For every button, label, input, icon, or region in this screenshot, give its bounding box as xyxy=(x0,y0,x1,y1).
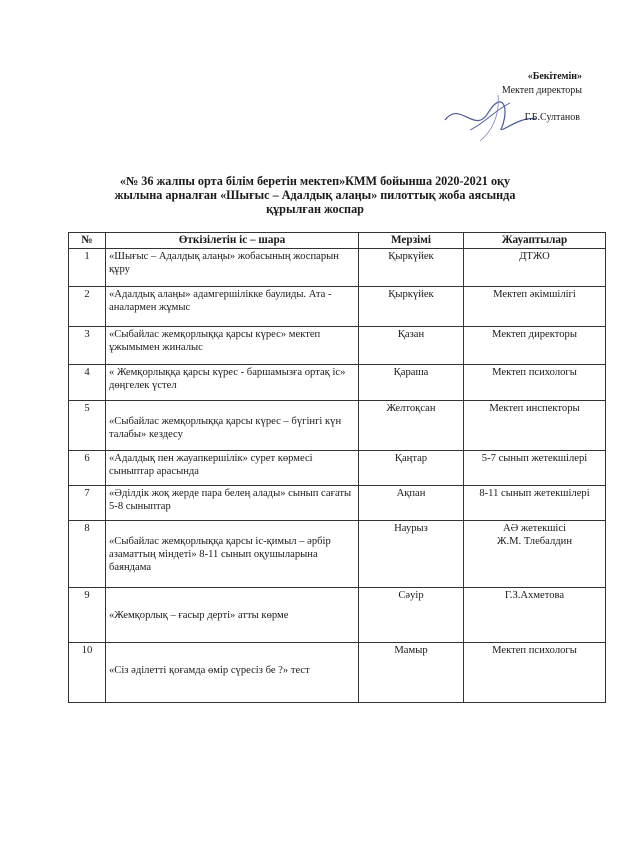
table-row xyxy=(69,486,606,521)
row-event xyxy=(106,327,359,365)
table-header-row xyxy=(69,233,606,249)
row-responsible xyxy=(464,451,606,486)
row-event xyxy=(106,451,359,486)
row-date xyxy=(359,643,464,703)
row-date-text: Қыркүйек xyxy=(388,289,434,300)
row-event-text: «Сыбайлас жемқорлыққа қарсы күрес – бүгінгі күн талабы» кездесу xyxy=(109,416,342,440)
row-date-text: Мамыр xyxy=(394,645,428,656)
row-responsible-text: ДТЖО xyxy=(519,251,550,262)
table-row xyxy=(69,401,606,451)
document-title: «№ 36 жалпы орта білім беретін мектеп»КММ бойынша 2020-2021 оқу жылына арналған «Шығыс – Адалдық алаңы» пилоттық жоба аясында құрылған жоспар xyxy=(114,174,516,216)
row-event-text: «Адалдық алаңы» адамгершілікке баулиды. Ата - аналармен жұмыс xyxy=(109,289,332,313)
row-responsible-text: Мектеп директоры xyxy=(492,329,577,340)
row-responsible xyxy=(464,643,606,703)
row-responsible-text: АӘ жетекшісі Ж.М. Тлебалдин xyxy=(497,523,572,547)
table-row xyxy=(69,249,606,287)
row-date-text: Ақпан xyxy=(396,488,426,499)
approval-title: «Бекітемін» xyxy=(527,71,582,82)
row-event-text: «Шығыс – Адалдық алаңы» жобасының жоспарын құру xyxy=(109,251,339,275)
row-date-text: Қараша xyxy=(393,367,429,378)
row-number-text: 5 xyxy=(84,403,90,414)
row-number-text: 4 xyxy=(84,367,90,378)
row-responsible-text: 5-7 сынып жетекшілері xyxy=(481,453,588,464)
row-date xyxy=(359,451,464,486)
row-event xyxy=(106,588,359,643)
row-responsible xyxy=(464,249,606,287)
table-row xyxy=(69,643,606,703)
row-responsible-text: Мектеп психологы xyxy=(492,367,577,378)
row-responsible-text: Г.З.Ахметова xyxy=(504,590,565,601)
row-event xyxy=(106,521,359,588)
row-responsible xyxy=(464,588,606,643)
row-date-text: Қазан xyxy=(397,329,425,340)
row-number-text: 1 xyxy=(84,251,90,262)
row-responsible xyxy=(464,521,606,588)
row-responsible xyxy=(464,287,606,327)
row-event xyxy=(106,643,359,703)
row-date-text: Сәуір xyxy=(398,590,424,601)
row-number xyxy=(69,486,106,521)
row-number-text: 2 xyxy=(84,289,90,300)
row-date-text: Желтоқсан xyxy=(386,403,436,414)
header-responsible: Жауаптылар xyxy=(464,233,606,249)
row-date-text: Наурыз xyxy=(394,523,428,534)
row-event-text: «Сыбайлас жемқорлыққа қарсы күрес» мектеп ұжымымен жиналыс xyxy=(109,329,321,353)
row-responsible-text: Мектеп инспекторы xyxy=(489,403,580,414)
row-date xyxy=(359,521,464,588)
table-row xyxy=(69,327,606,365)
approval-block xyxy=(470,70,610,125)
row-event xyxy=(106,365,359,401)
row-number xyxy=(69,521,106,588)
row-date xyxy=(359,588,464,643)
plan-table xyxy=(68,232,606,703)
row-number-text: 9 xyxy=(84,590,90,601)
row-number xyxy=(69,451,106,486)
table-row xyxy=(69,588,606,643)
header-event: Өткізілетін іс – шара xyxy=(106,233,359,249)
table-row xyxy=(69,521,606,588)
row-date xyxy=(359,327,464,365)
row-event-text: «Сыбайлас жемқорлыққа қарсы іс-қимыл – әрбір азаматтың міндеті» 8-11 сынып оқушыларына баяндама xyxy=(109,536,331,573)
row-responsible-text: Мектеп психологы xyxy=(492,645,577,656)
row-date xyxy=(359,486,464,521)
table-row xyxy=(69,287,606,327)
row-date xyxy=(359,249,464,287)
row-date-text: Қаңтар xyxy=(394,453,428,464)
row-event-text: «Адалдық пен жауапкершілік» сурет көрмесі сыныптар арасында xyxy=(109,453,313,477)
row-number xyxy=(69,249,106,287)
row-number xyxy=(69,365,106,401)
header-date: Мерзімі xyxy=(359,233,464,249)
row-responsible xyxy=(464,365,606,401)
header-number: № xyxy=(69,233,106,249)
row-event-text: « Жемқорлыққа қарсы күрес - баршамызға ортақ іс» дөңгелек үстел xyxy=(109,367,346,391)
row-number-text: 10 xyxy=(81,645,93,656)
row-date xyxy=(359,401,464,451)
approval-name: Г.Б.Султанов xyxy=(524,112,580,123)
row-number-text: 6 xyxy=(84,453,90,464)
row-responsible-text: 8-11 сынып жетекшілері xyxy=(479,488,590,499)
row-event-text: «Жемқорлық – ғасыр дерті» атты көрме xyxy=(109,610,289,621)
row-number xyxy=(69,287,106,327)
row-number xyxy=(69,401,106,451)
row-responsible xyxy=(464,327,606,365)
row-date xyxy=(359,287,464,327)
table-row xyxy=(69,451,606,486)
row-number-text: 8 xyxy=(84,523,90,534)
row-number-text: 7 xyxy=(84,488,90,499)
approval-position: Мектеп директоры xyxy=(501,85,582,96)
row-responsible xyxy=(464,486,606,521)
row-number xyxy=(69,643,106,703)
row-event xyxy=(106,249,359,287)
row-event xyxy=(106,486,359,521)
row-number-text: 3 xyxy=(84,329,90,340)
row-responsible-text: Мектеп әкімшілігі xyxy=(493,289,576,300)
row-number xyxy=(69,327,106,365)
row-event xyxy=(106,401,359,451)
row-date-text: Қыркүйек xyxy=(388,251,434,262)
row-event-text: «Сіз әділетті қоғамда өмір сүресіз бе ?» тест xyxy=(109,665,310,676)
row-number xyxy=(69,588,106,643)
row-event xyxy=(106,287,359,327)
row-responsible xyxy=(464,401,606,451)
row-date xyxy=(359,365,464,401)
row-event-text: «Әділдік жоқ жерде пара белең алады» сынып сағаты 5-8 сыныптар xyxy=(109,488,352,512)
table-row xyxy=(69,365,606,401)
